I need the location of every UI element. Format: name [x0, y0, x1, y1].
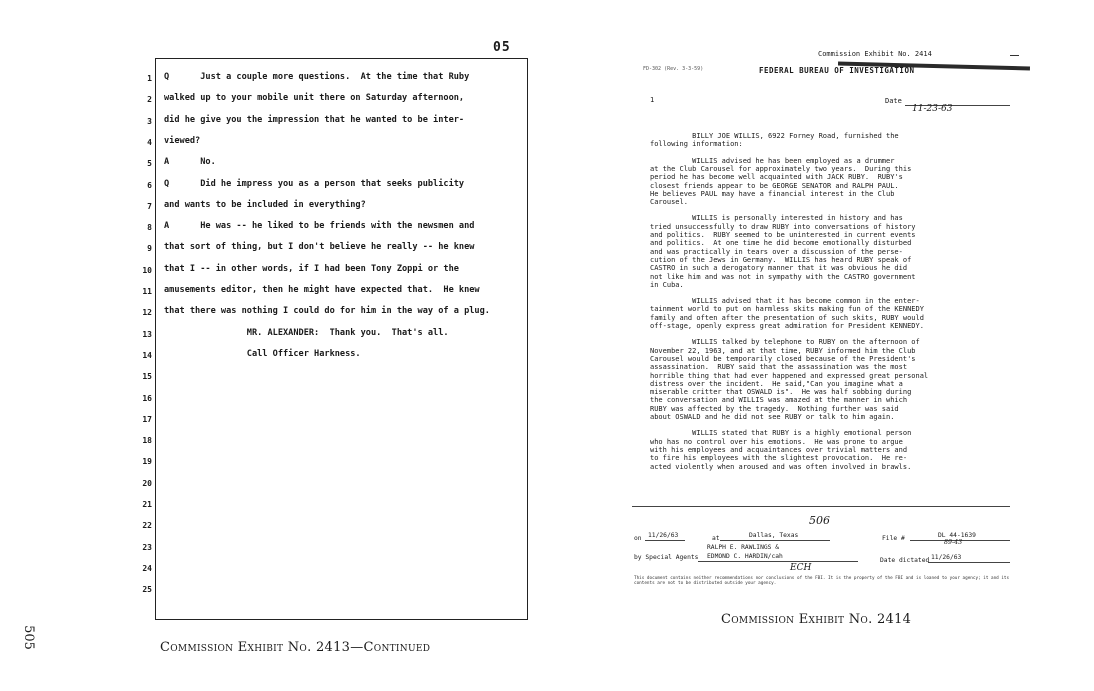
report-line: and politics. At one time he did become emotionally disturbed [650, 239, 912, 248]
transcript-line: viewed? [164, 135, 201, 146]
report-line: RUBY was affected by the tragedy. Nothing further was said [650, 404, 899, 413]
transcript-line: A No. [164, 157, 216, 168]
transcript-line: that sort of thing, but I don't believe he really -- he knew [164, 242, 475, 253]
line-number: 16 [142, 393, 152, 403]
dictated-label: Date dictated [880, 557, 930, 564]
report-line: WILLIS talked by telephone to RUBY on the afternoon of [650, 338, 920, 347]
on-value: 11/26/63 [648, 532, 679, 539]
agent-one: RALPH E. RAWLINGS & [707, 544, 780, 551]
at-label: at [712, 535, 720, 542]
report-line: at the Club Carousel for approximately two years. During this [650, 164, 912, 173]
line-number: 17 [142, 414, 152, 424]
report-line: the conversation and WILLIS was amazed at the manner in which [650, 396, 908, 405]
report-page-number: 1 [650, 96, 655, 104]
report-line: family and often after the presentation of such skits, RUBY would [650, 313, 924, 322]
line-number: 1 [147, 74, 152, 83]
exhibit-caption-2413: Commission Exhibit No. 2413—Continued [160, 640, 431, 655]
at-underline [720, 540, 830, 541]
report-line: WILLIS advised he has been employed as a drummer [650, 156, 895, 165]
handwritten-date: 11-23-63 [912, 104, 953, 114]
report-line: acted violently when aroused and was often involved in brawls. [650, 462, 912, 471]
line-number: 21 [142, 500, 152, 509]
line-number: 6 [147, 180, 152, 190]
agent-two: EDMOND C. HARDIN/cah [707, 553, 783, 560]
line-number: 15 [142, 372, 152, 382]
body-rule [632, 506, 1010, 507]
report-line: BILLY JOE WILLIS, 6922 Forney Road, furnished the [650, 132, 899, 140]
report-line: miserable critter that OSWALD is". He was half sobbing during [650, 388, 912, 397]
report-line: He believes PAUL may have a financial interest in the Club [650, 189, 895, 198]
transcript-line: that I -- in other words, if I had been Tony Zoppi or the [164, 263, 459, 274]
line-number: 3 [147, 116, 152, 126]
report-line: tried unsuccessfully to draw RUBY into conversations of history [650, 222, 916, 231]
report-line: Carousel. [650, 198, 688, 207]
file-value: DL 44-1639 [938, 532, 976, 539]
date-label: Date [885, 97, 902, 105]
side-page-number: 505 [20, 625, 36, 650]
transcript-line: A He was -- he liked to be friends with the newsmen and [164, 221, 475, 232]
report-line: and was practically in tears over a discussion of the perse- [650, 247, 903, 256]
report-line: WILLIS stated that RUBY is a highly emotional person [650, 429, 912, 438]
report-line: distress over the incident. He said,"Can you imagine what a [650, 379, 903, 388]
transcript-line: walked up to your mobile unit there on Saturday afternoon, [164, 93, 465, 104]
report-line: and politics. RUBY seemed to be uninterested in current events [650, 231, 916, 239]
transcript-line: MR. ALEXANDER: Thank you. That's all. [164, 327, 449, 338]
form-code: FD-302 (Rev. 3-3-59) [643, 66, 704, 72]
line-number: 11 [142, 287, 152, 296]
on-underline [645, 540, 685, 541]
line-number: 20 [142, 478, 152, 488]
line-number: 9 [147, 244, 152, 254]
report-line: who has no control over his emotions. He was prone to argue [650, 437, 903, 446]
dictated-value: 11/26/63 [931, 554, 962, 561]
handwritten-page-mark: 506 [809, 514, 830, 527]
agents-underline [698, 561, 858, 562]
line-number: 19 [142, 457, 152, 467]
transcript-line: did he give you the impression that he wanted to be inter- [164, 114, 465, 125]
line-number: 2 [147, 95, 152, 105]
line-number: 25 [142, 585, 152, 595]
report-line: WILLIS is personally interested in history and has [650, 214, 903, 223]
page-number: 05 [493, 40, 511, 55]
transcript-line: Call Officer Harkness. [164, 348, 361, 359]
report-line: tainment world to put on harmless skits making fun of the KENNEDY [650, 305, 924, 314]
on-label: on [634, 535, 642, 542]
transcript-line: Q Did he impress you as a person that seeks publicity [164, 178, 465, 189]
transcript-line: that there was nothing I could do for him in the way of a plug. [164, 306, 490, 317]
line-number: 14 [142, 350, 152, 360]
report-line: assassination. RUBY said that the assassination was the most [650, 363, 908, 372]
transcript-line: amusements editor, then he might have expected that. He knew [164, 285, 480, 295]
report-line: following information: [650, 140, 743, 149]
transcript-frame [155, 58, 528, 620]
report-line: closest friends appear to be GEORGE SENATOR and RALPH PAUL. [650, 181, 899, 190]
file-handwritten: 89-43 [944, 539, 963, 546]
transcript-line: and wants to be included in everything? [164, 199, 366, 210]
agency-heading: FEDERAL BUREAU OF INVESTIGATION [759, 66, 915, 75]
report-line: about OSWALD and he did not see RUBY or talk to him again. [650, 413, 895, 421]
report-line: in Cuba. [650, 280, 684, 289]
line-number: 4 [147, 137, 152, 147]
handwritten-initials: ECH [790, 563, 812, 573]
line-number: 10 [142, 265, 152, 275]
file-label: File # [882, 535, 905, 542]
line-number: 8 [147, 223, 152, 233]
transcript-line: Q Just a couple more questions. At the time that Ruby [164, 72, 470, 82]
report-line: with his employees and acquaintances over trivial matters and [650, 445, 908, 454]
line-number: 23 [142, 542, 152, 552]
report-line: not like him and was not in sympathy with the CASTRO government [650, 272, 916, 281]
at-value: Dallas, Texas [749, 532, 799, 539]
line-number: 7 [147, 201, 152, 211]
report-line: Carousel would be temporarily closed because of the President's [650, 354, 916, 363]
line-number: 13 [142, 329, 152, 339]
line-number: 5 [147, 159, 152, 169]
report-line: off-stage, openly express great admiration for President KENNEDY. [650, 322, 924, 330]
report-line: to fire his employees with the slightest provocation. He re- [650, 454, 908, 463]
exhibit-caption-2414: Commission Exhibit No. 2414 [721, 612, 912, 627]
report-line: CASTRO in such a derogatory manner that it was obvious he did [650, 264, 908, 273]
fbi-disclaimer: This document contains neither recommendations nor conclusions of the FBI. It is the property of the FBI and is loaned to your agency; it and its contents are not to be distributed outside your agency. [634, 576, 1010, 587]
report-line: WILLIS advised that it has become common in the enter- [650, 297, 920, 306]
line-number: 12 [142, 308, 152, 318]
header-dash [1010, 55, 1019, 56]
report-line: horrible thing that had ever happened and expressed great personal [650, 371, 929, 380]
report-line: November 22, 1963, and at that time, RUBY informed him the Club [650, 346, 916, 355]
report-line: period he has become well acquainted with JACK RUBY. RUBY's [650, 173, 903, 182]
line-number: 22 [142, 521, 152, 531]
report-line: cution of the Jews in Germany. WILLIS has heard RUBY speak of [650, 255, 912, 264]
dictated-underline [928, 562, 1010, 563]
line-number: 24 [142, 563, 152, 573]
exhibit-header-note: Commission Exhibit No. 2414 [818, 50, 932, 58]
agents-label: by Special Agents [634, 554, 699, 561]
line-number: 18 [142, 436, 152, 446]
